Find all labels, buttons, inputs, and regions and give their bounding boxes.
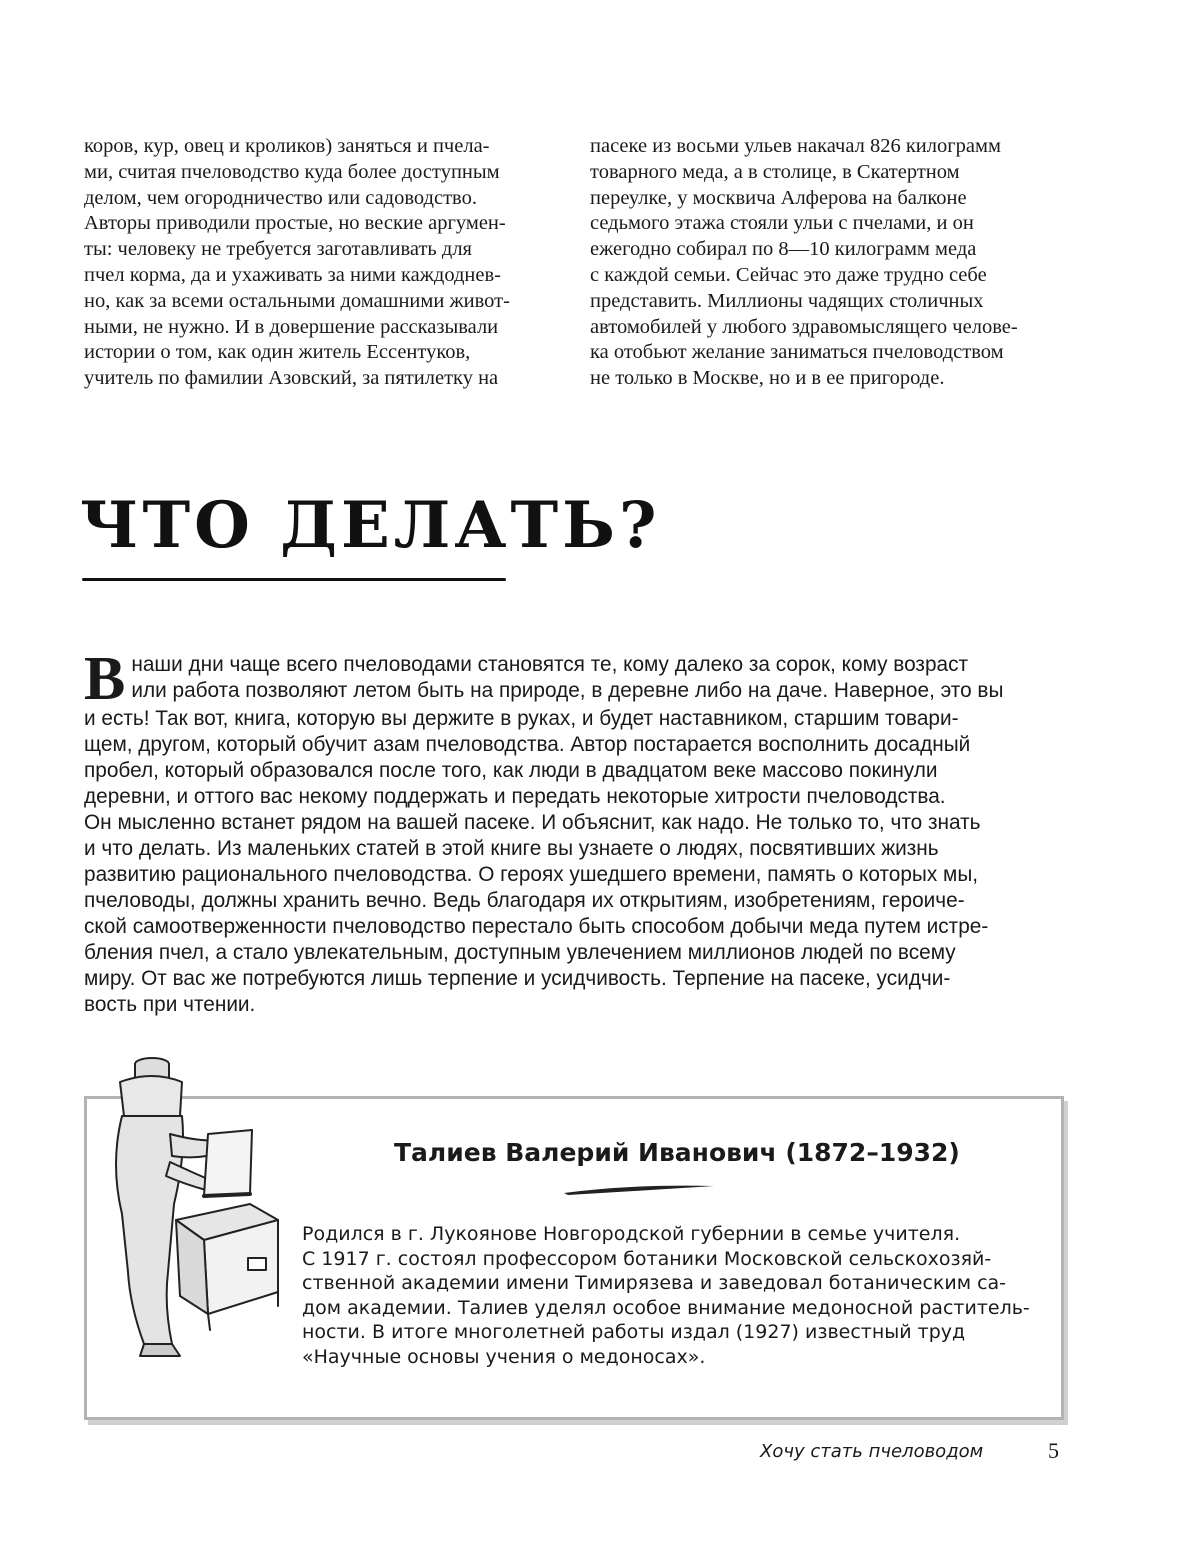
column-left-line: Авторы приводили простые, но веские аргумен- <box>84 212 506 235</box>
column-left-line: пчел корма, да и ухаживать за ними каждоднев- <box>84 263 501 286</box>
section-heading: ЧТО ДЕЛАТЬ? <box>80 488 661 563</box>
bio-line: ственной академии имени Тимирязева и заведовал ботаническим са- <box>302 1272 1007 1294</box>
intro-line: ской самоотверженности пчеловодство перестало быть способом добычи меда путем истре- <box>84 915 989 938</box>
column-left-line: ными, не нужно. И в довершение рассказывали <box>84 315 499 338</box>
beekeeper-illustration <box>100 1044 300 1364</box>
intro-line: и есть! Так вот, книга, которую вы держите в руках, и будет наставником, старшим товари- <box>84 707 959 730</box>
title-swoosh <box>562 1182 716 1196</box>
column-right-line: с каждой семьи. Сейчас это даже трудно себе <box>590 263 987 286</box>
intro-line: миру. От вас же потребуются лишь терпение и усидчивость. Терпение на пасеке, усидчи- <box>84 967 951 990</box>
intro-line: бления пчел, а стало увлекательным, доступным увлечением миллионов людей по всему <box>84 941 956 964</box>
column-left-line: истории о том, как один житель Ессентуков, <box>84 341 471 364</box>
column-left-line: ты: человеку не требуется заготавливать для <box>84 238 472 261</box>
column-right-line: ка отобьют желание заниматься пчеловодством <box>590 341 1004 364</box>
column-left <box>84 134 510 392</box>
intro-line: пробел, который образовался после того, как люди в двадцатом веке массово покинули <box>84 759 938 782</box>
bio-title: Талиев Валерий Иванович (1872–1932) <box>394 1138 960 1167</box>
column-right-line: пасеке из восьми ульев накачал 826 килограмм <box>590 135 1001 157</box>
column-right-line: не только в Москве, но и в ее пригороде. <box>590 367 945 390</box>
intro-line: развитию рационального пчеловодства. О героях ушедшего времени, память о которых мы, <box>84 863 979 886</box>
heading-underline <box>82 578 506 581</box>
column-right <box>590 134 1018 392</box>
bio-text <box>302 1222 1032 1369</box>
column-right-line: переулке, у москвича Алферова на балконе <box>590 186 967 209</box>
page-number: 5 <box>1048 1438 1059 1463</box>
bio-line: ности. В итоге многолетней работы издал (1927) известный труд <box>302 1321 966 1343</box>
intro-line: наши дни чаще всего пчеловодами становятся те, кому далеко за сорок, кому возраст <box>131 653 969 676</box>
intro-line: деревни, и оттого вас некому поддержать и передать некоторые хитрости пчеловодства. <box>84 785 946 808</box>
column-right-line: автомобилей у любого здравомыслящего челове- <box>590 315 1018 338</box>
column-right-line: представить. Миллионы чадящих столичных <box>590 289 984 312</box>
intro-line: щем, другом, который обучит азам пчеловодства. Автор постарается восполнить досадный <box>84 733 971 756</box>
bio-line: «Научные основы учения о медоносах». <box>302 1345 706 1368</box>
column-right-line: седьмого этажа стояли ульи с пчелами, и он <box>590 212 974 235</box>
intro-paragraph <box>84 645 1004 1018</box>
column-right-line: товарного меда, а в столице, в Скатертном <box>590 160 960 183</box>
intro-line: пчеловоды, должны хранить вечно. Ведь благодаря их открытиям, изобретениям, героиче- <box>84 889 965 912</box>
column-left-line: ми, считая пчеловодство куда более доступным <box>84 160 500 183</box>
footer-book-title: Хочу стать пчеловодом <box>760 1441 984 1462</box>
intro-line: или работа позволяют летом быть на природе, в деревне либо на даче. Наверное, это вы <box>131 679 1004 702</box>
column-left-line: учитель по фамилии Азовский, за пятилетку на <box>84 367 499 390</box>
column-left-line: коров, кур, овец и кроликов) заняться и пчела- <box>84 135 490 157</box>
bio-line: Родился в г. Лукоянове Новгородской губернии в семье учителя. <box>302 1223 961 1245</box>
intro-line: Он мысленно встанет рядом на вашей пасеке. И объяснит, как надо. Не только то, что знать <box>84 811 981 834</box>
column-right-line: ежегодно собирал по 8—10 килограмм меда <box>590 238 977 261</box>
column-left-line: делом, чем огородничество или садоводство. <box>84 186 477 209</box>
intro-line: вость при чтении. <box>84 993 256 1016</box>
drop-cap: В <box>84 645 126 713</box>
bio-line: С 1917 г. состоял профессором ботаники Московской сельскохозяй- <box>302 1247 992 1270</box>
bio-line: дом академии. Талиев уделял особое внимание медоносной раститель- <box>302 1296 1030 1319</box>
intro-line: и что делать. Из маленьких статей в этой книге вы узнаете о людях, посвятивших жизнь <box>84 837 939 860</box>
column-left-line: но, как за всеми остальными домашними живот- <box>84 289 510 312</box>
